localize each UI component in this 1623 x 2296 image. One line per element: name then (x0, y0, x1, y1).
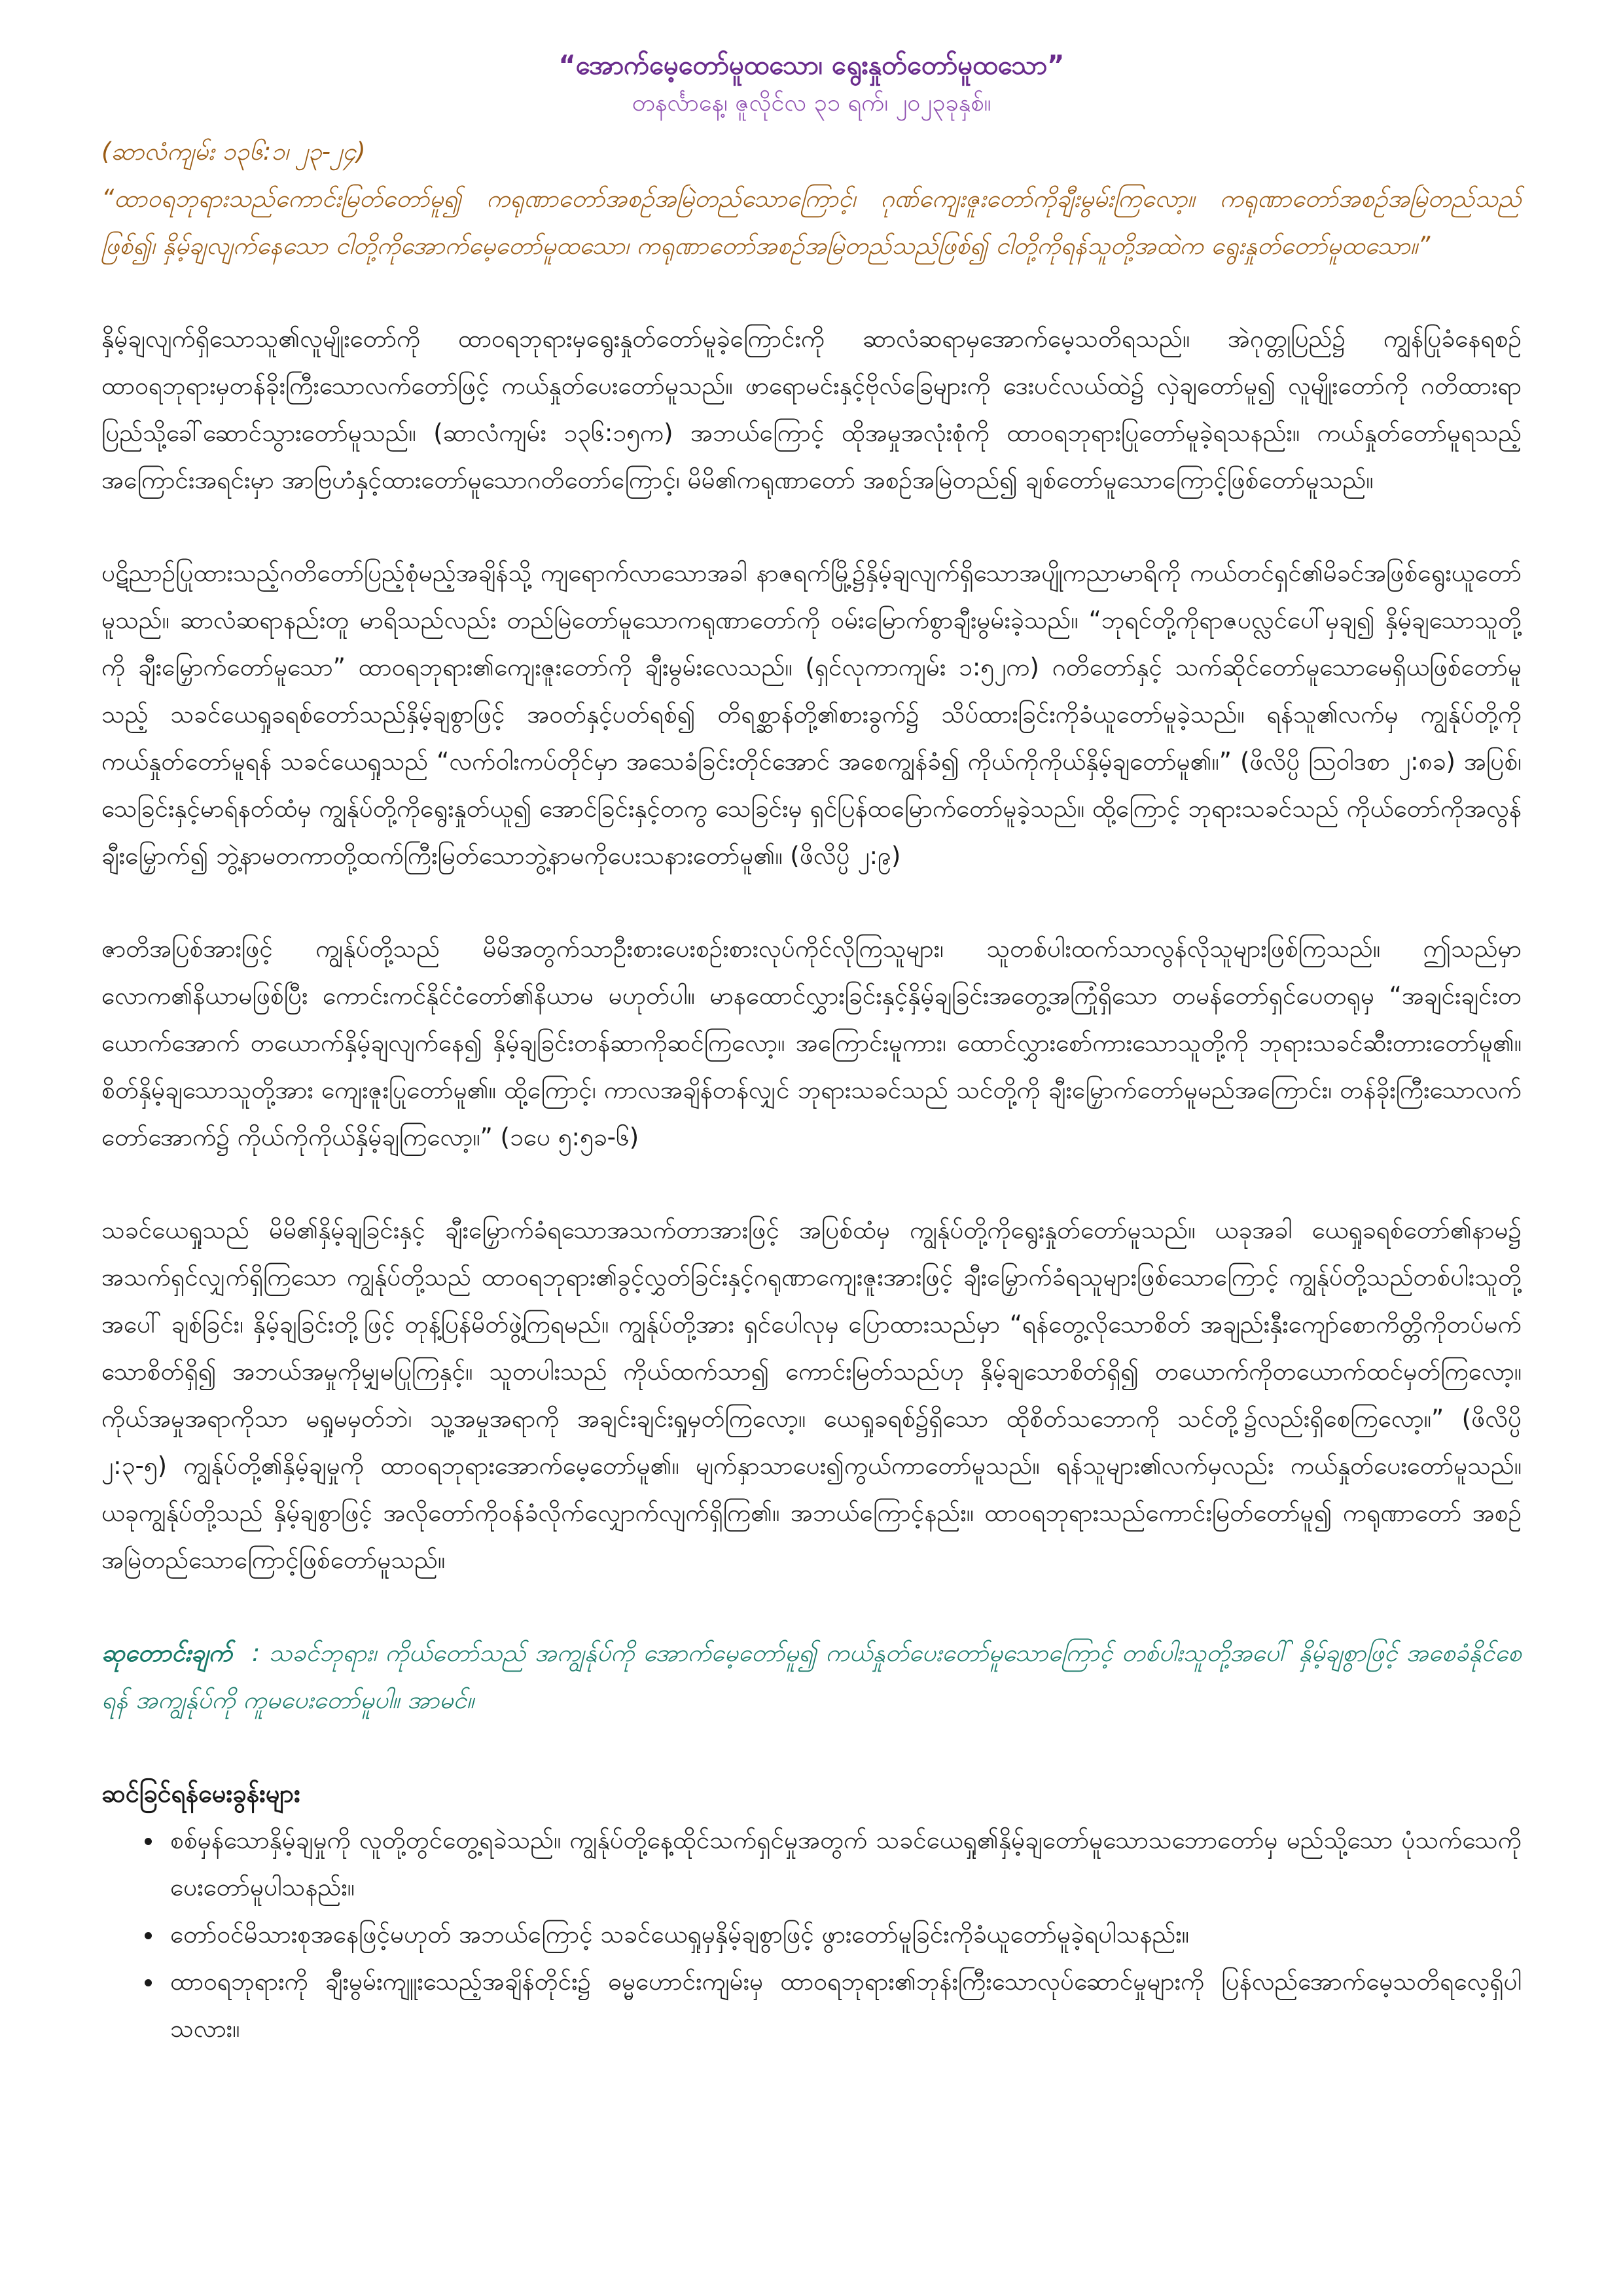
body-paragraph-3: ဇာတိအပြစ်အားဖြင့် ကျွန်ုပ်တို့သည် မိမိအတွက်သာဦးစားပေးစဉ်းစားလုပ်ကိုင်လိုကြသူများ၊ သူတစ်ပါးထက်သာလွန်လိုသူများဖြစ်ကြသည်။ ဤသည်မှာ လောက၏နိယာမဖြစ်ပြီး ကောင်းကင်နိုင်ငံတော်၏နိယာမ မဟုတ်ပါ။ မာနထောင်လွှားခြင်းနှင့်နှိမ့်ချခြင်းအတွေ့အကြုံရှိသော တမန်တော်ရှင်ပေတရုမှ “အချင်းချင်းတယောက်အောက် တယောက်နှိမ့်ချလျက်နေ၍ နှိမ့်ချခြင်းတန်ဆာကိုဆင်ကြလော့။ အကြောင်းမူကား၊ ထောင်လွှားစော်ကားသောသူတို့ကို ဘုရားသခင်ဆီးတားတော်မူ၏။ စိတ်နှိမ့်ချသောသူတို့အား ကျေးဇူးပြုတော်မူ၏။ ထို့ကြောင့်၊ ကာလအချိန်တန်လျှင် ဘုရားသခင်သည် သင်တို့ကို ချီးမြှောက်တော်မူမည်အကြောင်း၊ တန်ခိုးကြီးသောလက်တော်အောက်၌ ကိုယ်ကိုကိုယ်နှိမ့်ချကြလော့။” (၁ပေ ၅:၅ခ-၆) (101, 935, 1522, 1151)
questions-title: ဆင်ခြင်ရန်မေးခွန်းများ (101, 1779, 300, 1808)
question-item: • စစ်မှန်သောနှိမ့်ချမှုကို လူတို့တွင်တွေ့ရခဲသည်။ ကျွန်ုပ်တို့နေ့ထိုင်သက်ရှင်မှုအတွက် သခင်ယေရှု၏နှိမ့်ချတော်မူသောသဘောတော်မှ မည်သို့သော ပုံသက်သေကို ပေးတော်မူပါသနည်း။ (164, 1817, 1522, 1911)
questions-list (101, 1817, 1522, 2053)
page-title: “အောက်မေ့တော်မူထသော၊ ရွေးနှုတ်တော်မူထသော” (558, 50, 1065, 81)
body-paragraph-4: သခင်ယေရှုသည် မိမိ၏နှိမ့်ချခြင်းနှင့် ချီးမြှောက်ခံရသောအသက်တာအားဖြင့် အပြစ်ထံမှ ကျွန်ုပ်တို့ကိုရွေးနှုတ်တော်မူသည်။ ယခုအခါ ယေရှုခရစ်တော်၏နာမ၌ အသက်ရှင်လျှက်ရှိကြသော ကျွန်ုပ်တို့သည် ထာဝရဘုရား၏ခွင့်လွှတ်ခြင်းနှင့်ဂရုဏာကျေးဇူးအားဖြင့် ချီးမြှောက်ခံရသူများဖြစ်သောကြောင့် ကျွန်ုပ်တို့သည်တစ်ပါးသူတို့အပေါ် ချစ်ခြင်း၊ နှိမ့်ချခြင်းတို့ဖြင့် တုန့်ပြန်မိတ်ဖွဲ့ကြရမည်။ ကျွန်ုပ်တို့အား ရှင်ပေါလုမှ ပြောထားသည်မှာ “ရန်တွေ့လိုသောစိတ် အချည်းနှီးကျော်စောကိတ္တိကိုတပ်မက်သောစိတ်ရှိ၍ အဘယ်အမှုကိုမျှမပြုကြနှင့်။ သူတပါးသည် ကိုယ်ထက်သာ၍ ကောင်းမြတ်သည်ဟု နှိမ့်ချသောစိတ်ရှိ၍ တယောက်ကိုတယောက်ထင်မှတ်ကြလော့။ ကိုယ်အမှုအရာကိုသာ မရှုမမှတ်ဘဲ၊ သူ့အမှုအရာကို အချင်းချင်းရှုမှတ်ကြလော့။ ယေရှုခရစ်၌ရှိသော ထိုစိတ်သဘောကို သင်တို့၌လည်းရှိစေကြလော့။” (ဖိလိပ္ပိ ၂:၃-၅) ကျွန်ုပ်တို့၏နှိမ့်ချမှုကို ထာဝရဘုရားအောက်မေ့တော်မူ၏။ မျက်နှာသာပေး၍ကွယ်ကာတော်မူသည်။ ရန်သူများ၏လက်မှလည်း ကယ်နှုတ်ပေးတော်မူသည်။ ယခုကျွန်ုပ်တို့သည် နှိမ့်ချစွာဖြင့် အလိုတော်ကိုဝန်ခံလိုက်လျှောက်လျက်ရှိကြ၏။ အဘယ်ကြောင့်နည်း။ ထာဝရဘုရားသည်ကောင်းမြတ်တော်မူ၍ ကရုဏာတော် အစဉ်အမြဲတည်သောကြောင့်ဖြစ်တော်မူသည်။ (101, 1216, 1522, 1574)
question-item: • ထာဝရဘုရားကို ချီးမွမ်းကျူးသေည့်အချိန်တိုင်း၌ ဓမ္မဟောင်းကျမ်းမှ ထာဝရဘုရား၏ဘုန်းကြီးသောလုပ်ဆောင်မှုများကို ပြန်လည်အောက်မေ့သတိရလေ့ရှိပါသလား။ (164, 1958, 1522, 2053)
prayer-text: : သခင်ဘုရား၊ ကိုယ်တော်သည် အကျွန်ုပ်ကို အောက်မေ့တော်မူ၍ ကယ်နှုတ်ပေးတော်မူသောကြောင့် တစ်ပါးသူတို့အပေါ် နှိမ့်ချစွာဖြင့် အစေခံနိုင်စေရန် အကျွန်ုပ်ကို ကူမပေးတော်မူပါ။ အာမင်။ (101, 1639, 1522, 1714)
body-paragraph-1: နှိမ့်ချလျက်ရှိသောသူ၏လူမျိုးတော်ကို ထာဝရဘုရားမှရွေးနှုတ်တော်မူခဲ့ကြောင်းကို ဆာလံဆရာမှအောက်မေ့သတိရသည်။ အဲဂုတ္တုပြည်၌ ကျွန်ပြုခံနေရစဉ် ထာဝရဘုရားမှတန်ခိုးကြီးသောလက်တော်ဖြင့် ကယ်နှုတ်ပေးတော်မူသည်။ ဖာရောမင်းနှင့်ဗိုလ်ခြေများကို ဒေးပင်လယ်ထဲ၌ လှဲချတော်မူ၍ လူမျိုးတော်ကို ဂတိထားရာပြည်သို့ခေါ်ဆောင်သွားတော်မူသည်။ (ဆာလံကျမ်း ၁၃၆:၁၅က) အဘယ်ကြောင့် ထိုအမှုအလုံးစုံကို ထာဝရဘုရားပြုတော်မူခဲ့ရသနည်း။ ကယ်နှုတ်တော်မူရသည့်အကြောင်းအရင်းမှာ အာဗြဟံနှင့်ထားတော်မူသောဂတိတော်ကြောင့်၊ မိမိ၏ကရုဏာတော် အစဉ်အမြဲတည်၍ ချစ်တော်မူသောကြောင့်ဖြစ်တော်မူသည်။ (101, 325, 1522, 494)
prayer-label: ဆုတောင်းချက် (101, 1639, 232, 1667)
question-item: • တော်ဝင်မိသားစုအနေဖြင့်မဟုတ် အဘယ်ကြောင့် သခင်ယေရှုမှနှိမ့်ချစွာဖြင့် ဖွားတော်မူခြင်းကိုခံယူတော်မူခဲ့ရပါသနည်း။ (164, 1911, 1522, 1958)
prayer-block (101, 1630, 1522, 1724)
verse-reference: (ဆာလံကျမ်း ၁၃၆:၁၊ ၂၃-၂၄) (101, 137, 366, 166)
body-paragraph-2: ပဋိညာဉ်ပြုထားသည့်ဂတိတော်ပြည့်စုံမည့်အချိန်သို့ ကျရောက်လာသောအခါ နာဇရက်မြို့၌နှိမ့်ချလျက်ရှိသောအပျိုကညာမာရိကို ကယ်တင်ရှင်၏မိခင်အဖြစ်ရွေးယူတော်မူသည်။ ဆာလံဆရာနည်းတူ မာရိသည်လည်း တည်မြဲတော်မူသောကရုဏာတော်ကို ဝမ်းမြောက်စွာချီးမွမ်းခဲ့သည်။ “ဘုရင်တို့ကိုရာဇပလ္လင်ပေါ်မှချ၍ နှိမ့်ချသောသူတို့ကို ချီးမြှောက်တော်မူသော” ထာဝရဘုရား၏ကျေးဇူးတော်ကို ချီးမွမ်းလေသည်။ (ရှင်လုကာကျမ်း ၁:၅၂က) ဂတိတော်နှင့် သက်ဆိုင်တော်မူသောမေရှိယဖြစ်တော်မူသည့် သခင်ယေရှုခရစ်တော်သည်နှိမ့်ချစွာဖြင့် အဝတ်နှင့်ပတ်ရစ်၍ တိရစ္ဆာန်တို့၏စားခွက်၌ သိပ်ထားခြင်းကိုခံယူတော်မူခဲ့သည်။ ရန်သူ၏လက်မှ ကျွန်ုပ်တို့ကို ကယ်နှုတ်တော်မူရန် သခင်ယေရှုသည် “လက်ဝါးကပ်တိုင်မှာ အသေခံခြင်းတိုင်အောင် အစေကျွန်ခံ၍ ကိုယ်ကိုကိုယ်နှိမ့်ချတော်မူ၏။” (ဖိလိပ္ပိ ဩဝါဒစာ ၂:၈ခ) အပြစ်၊ သေခြင်းနှင့်မာရ်နတ်ထံမှ ကျွန်ုပ်တို့ကိုရွေးနှုတ်ယူ၍ အောင်ခြင်းနှင့်တကွ သေခြင်းမှ ရှင်ပြန်ထမြောက်တော်မူခဲ့သည်။ ထို့ကြောင့် ဘုရားသခင်သည် ကိုယ်တော်ကိုအလွန်ချီးမြှောက်၍ ဘွဲ့နာမတကာတို့ထက်ကြီးမြတ်သောဘွဲ့နာမကိုပေးသနားတော်မူ၏။ (ဖိလိပ္ပိ ၂:၉) (101, 559, 1522, 870)
page-date: တနင်္လာနေ့၊ ဇူလိုင်လ ၃၁ ရက်၊ ၂၀၂၃ခုနှစ်။ (632, 90, 991, 117)
verse-text: “ထာဝရဘုရားသည်ကောင်းမြတ်တော်မူ၍ ကရုဏာတော်အစဉ်အမြဲတည်သောကြောင့်၊ ဂုဏ်ကျေးဇူးတော်ကိုချီးမွမ်းကြလော့။ ကရုဏာတော်အစဉ်အမြဲတည်သည်ဖြစ်၍၊ နှိမ့်ချလျက်နေသော ငါတို့ကိုအောက်မေ့တော်မူထသော၊ ကရုဏာတော်အစဉ်အမြဲတည်သည်ဖြစ်၍ ငါတို့ကိုရန်သူတို့အထဲက ရွေးနှုတ်တော်မူထသော။” (101, 185, 1522, 260)
